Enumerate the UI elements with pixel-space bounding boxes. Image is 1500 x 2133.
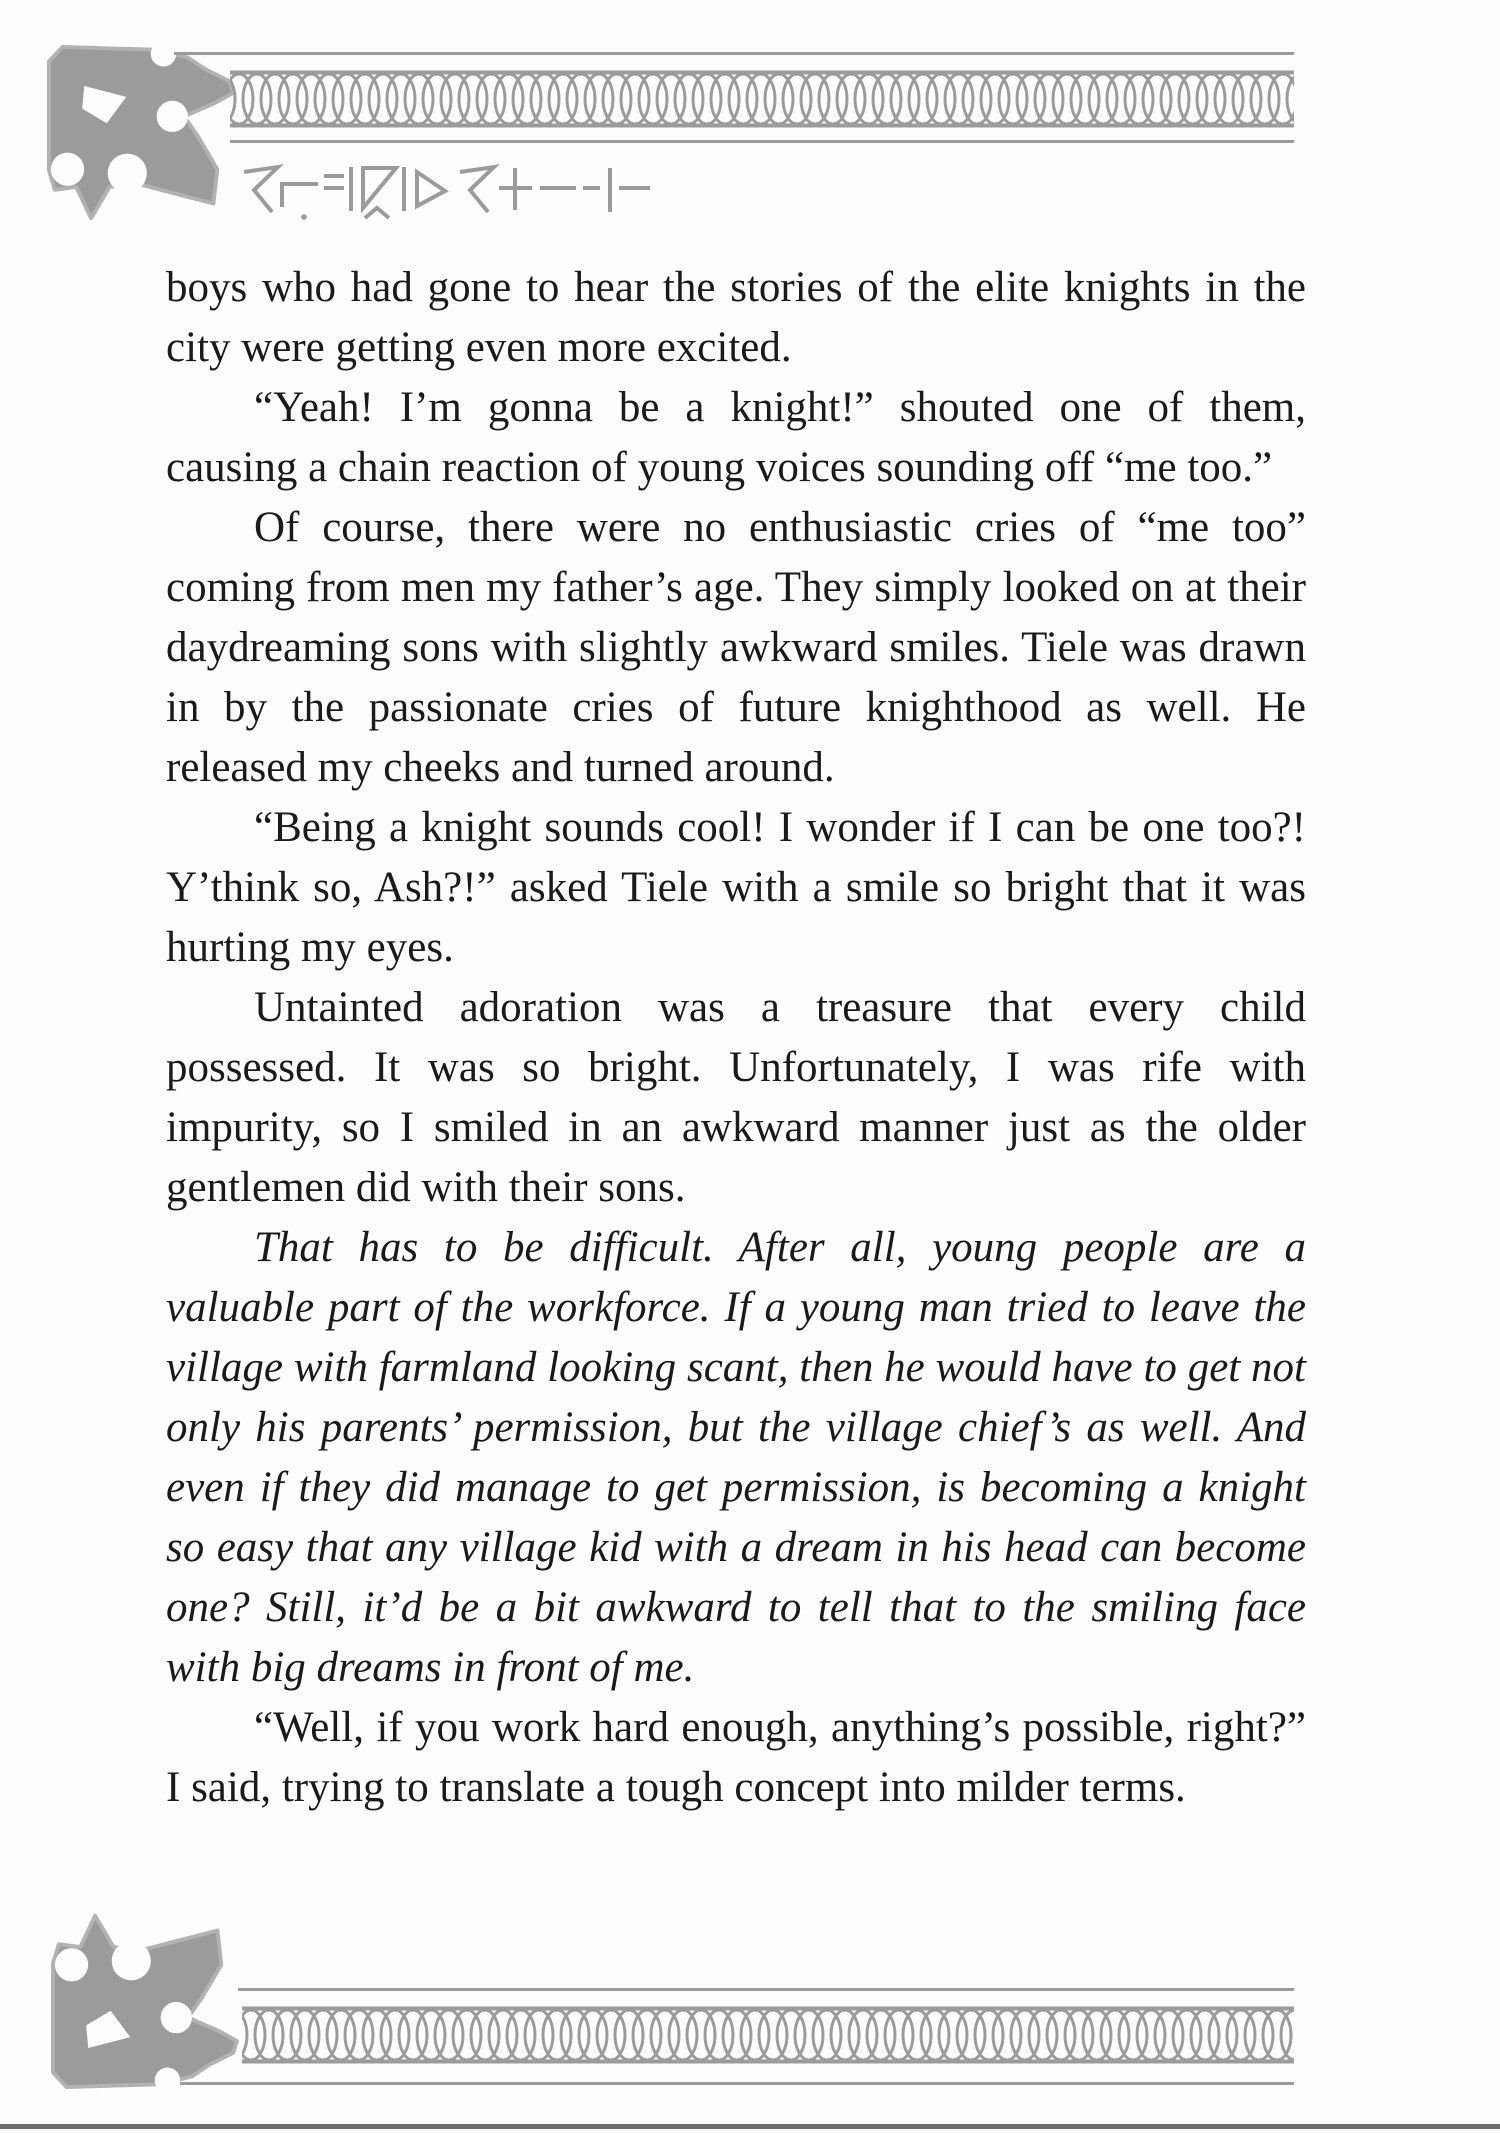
- footer-rule-inner: [238, 1988, 1294, 1991]
- paragraph: Of course, there were no enthusiastic cries of “me too” coming from men my father’s age. They simply looked on at their daydreaming sons with slightly awkward smiles. Tiele was drawn in by the passionate cries of future knighthood as well. He released my cheeks and turned around.: [166, 504, 1306, 791]
- footer-crest-icon: [45, 1906, 241, 2092]
- paragraph: “Well, if you work hard enough, anything’s possible, right?” I said, trying to translate a tough concept into milder terms.: [166, 1704, 1306, 1811]
- header-ornament-band: [230, 70, 1294, 128]
- header-rule-inner: [230, 140, 1294, 143]
- page-text: [166, 258, 1306, 1818]
- header-rule-outer: [174, 52, 1294, 55]
- paragraph: “Being a knight sounds cool! I wonder if I can be one too?! Y’think so, Ash?!” asked Tiele with a smile so bright that it was hurting my eyes.: [166, 804, 1306, 971]
- rune-inscription-icon: [242, 160, 652, 224]
- footer-ornament-band: [242, 2006, 1294, 2064]
- paragraph: boys who had gone to hear the stories of the elite knights in the city were getting even more excited.: [166, 264, 1306, 371]
- page-bottom-rule: [0, 2124, 1500, 2129]
- footer-rule-outer: [180, 2082, 1294, 2085]
- paragraph-inner-monologue: That has to be difficult. After all, young people are a valuable part of the workforce. If a young man tried to leave the village with farmland looking scant, then he would have to get not only his parents’ permission, but the village chief’s as well. And even if they did manage to get permission, is becoming a knight so easy that any village kid with a dream in his head can become one? Still, it’d be a bit awkward to tell that to the smiling face with big dreams in front of me.: [166, 1224, 1306, 1691]
- paragraph: Untainted adoration was a treasure that every child possessed. It was so bright. Unfortunately, I was rife with impurity, so I smiled in an awkward manner just as the older gentlemen did with their sons.: [166, 984, 1306, 1211]
- paragraph: “Yeah! I’m gonna be a knight!” shouted one of them, causing a chain reaction of young voices sounding off “me too.”: [166, 384, 1306, 491]
- header-crest-icon: [41, 42, 237, 228]
